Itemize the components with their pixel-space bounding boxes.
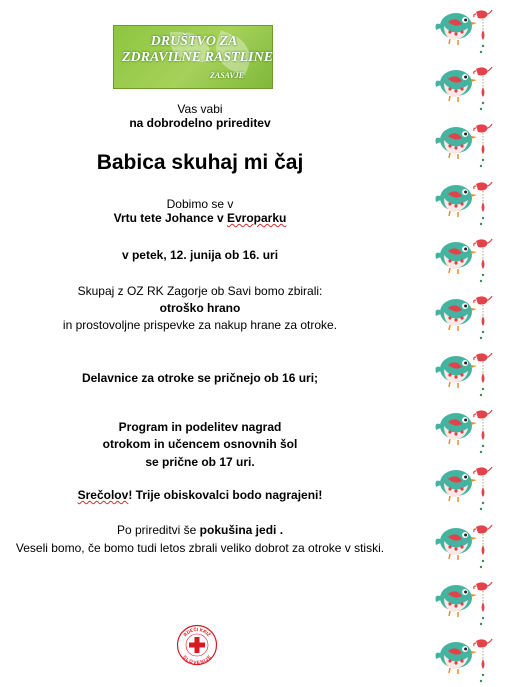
bird-with-teapot-icon — [432, 402, 496, 458]
after-event-text — [0, 523, 400, 537]
bird-with-teapot-icon — [432, 59, 496, 115]
bird-with-teapot-icon — [432, 459, 496, 515]
organization-logo — [113, 25, 273, 89]
emblem-text-top: RDEČI KRIŽ — [182, 626, 212, 638]
meet-text: Dobimo se v — [166, 197, 234, 211]
bird-with-teapot-icon — [432, 345, 496, 401]
program-line-2: otrokom in učencem osnovnih šol — [102, 437, 298, 451]
bird-with-teapot-icon — [432, 517, 496, 573]
event-type: na dobrodelno prireditev — [129, 116, 271, 130]
bird-with-teapot-icon — [432, 288, 496, 344]
bird-with-teapot-icon — [432, 231, 496, 287]
logo-text-line1: DRUŠTVO ZA — [150, 34, 238, 49]
program-line-1: Program in podelitev nagrad — [118, 420, 282, 434]
event-place — [0, 211, 400, 225]
bird-with-teapot-icon — [432, 631, 496, 687]
raffle-text — [0, 488, 400, 502]
after-bold: pokušina jedi . — [199, 523, 284, 537]
logo-text-line2: ZDRAVILNE RASTLINE — [122, 50, 274, 65]
bird-with-teapot-icon — [432, 116, 496, 172]
raffle-rest: ! Trije obiskovalci bodo nagrajeni! — [128, 488, 323, 502]
logo-text-line3: ZASAVJE — [210, 71, 245, 80]
collect-intro: Skupaj z OZ RK Zagorje ob Savi bomo zbirali: — [77, 284, 323, 298]
bird-with-teapot-icon — [432, 2, 496, 58]
bird-with-teapot-icon — [432, 574, 496, 630]
place-name: Evroparku — [227, 211, 287, 225]
red-cross-emblem — [176, 624, 218, 666]
event-title: Babica skuhaj mi čaj — [96, 151, 304, 174]
event-date: v petek, 12. junija ob 16. uri — [121, 248, 279, 262]
collect-item: otroško hrano — [159, 301, 241, 315]
intro-text: Vas vabi — [177, 102, 223, 116]
workshops-text: Delavnice za otroke se pričnejo ob 16 uri; — [81, 371, 319, 385]
bird-with-teapot-icon — [432, 174, 496, 230]
place-prefix: Vrtu tete Johance v — [113, 211, 227, 225]
program-line-3: se prične ob 17 uri. — [145, 455, 255, 469]
decorative-bird-border — [428, 0, 508, 686]
emblem-text-bottom: SLOVENIJE — [182, 654, 212, 666]
after-prefix: Po prireditvi še — [116, 523, 200, 537]
closing-text: Veseli bomo, če bomo tudi letos zbrali veliko dobrot za otroke v stiski. — [15, 541, 385, 555]
collect-extra: in prostovoljne prispevke za nakup hrane za otroke. — [62, 318, 338, 332]
raffle-word: Srečolov — [77, 488, 129, 502]
